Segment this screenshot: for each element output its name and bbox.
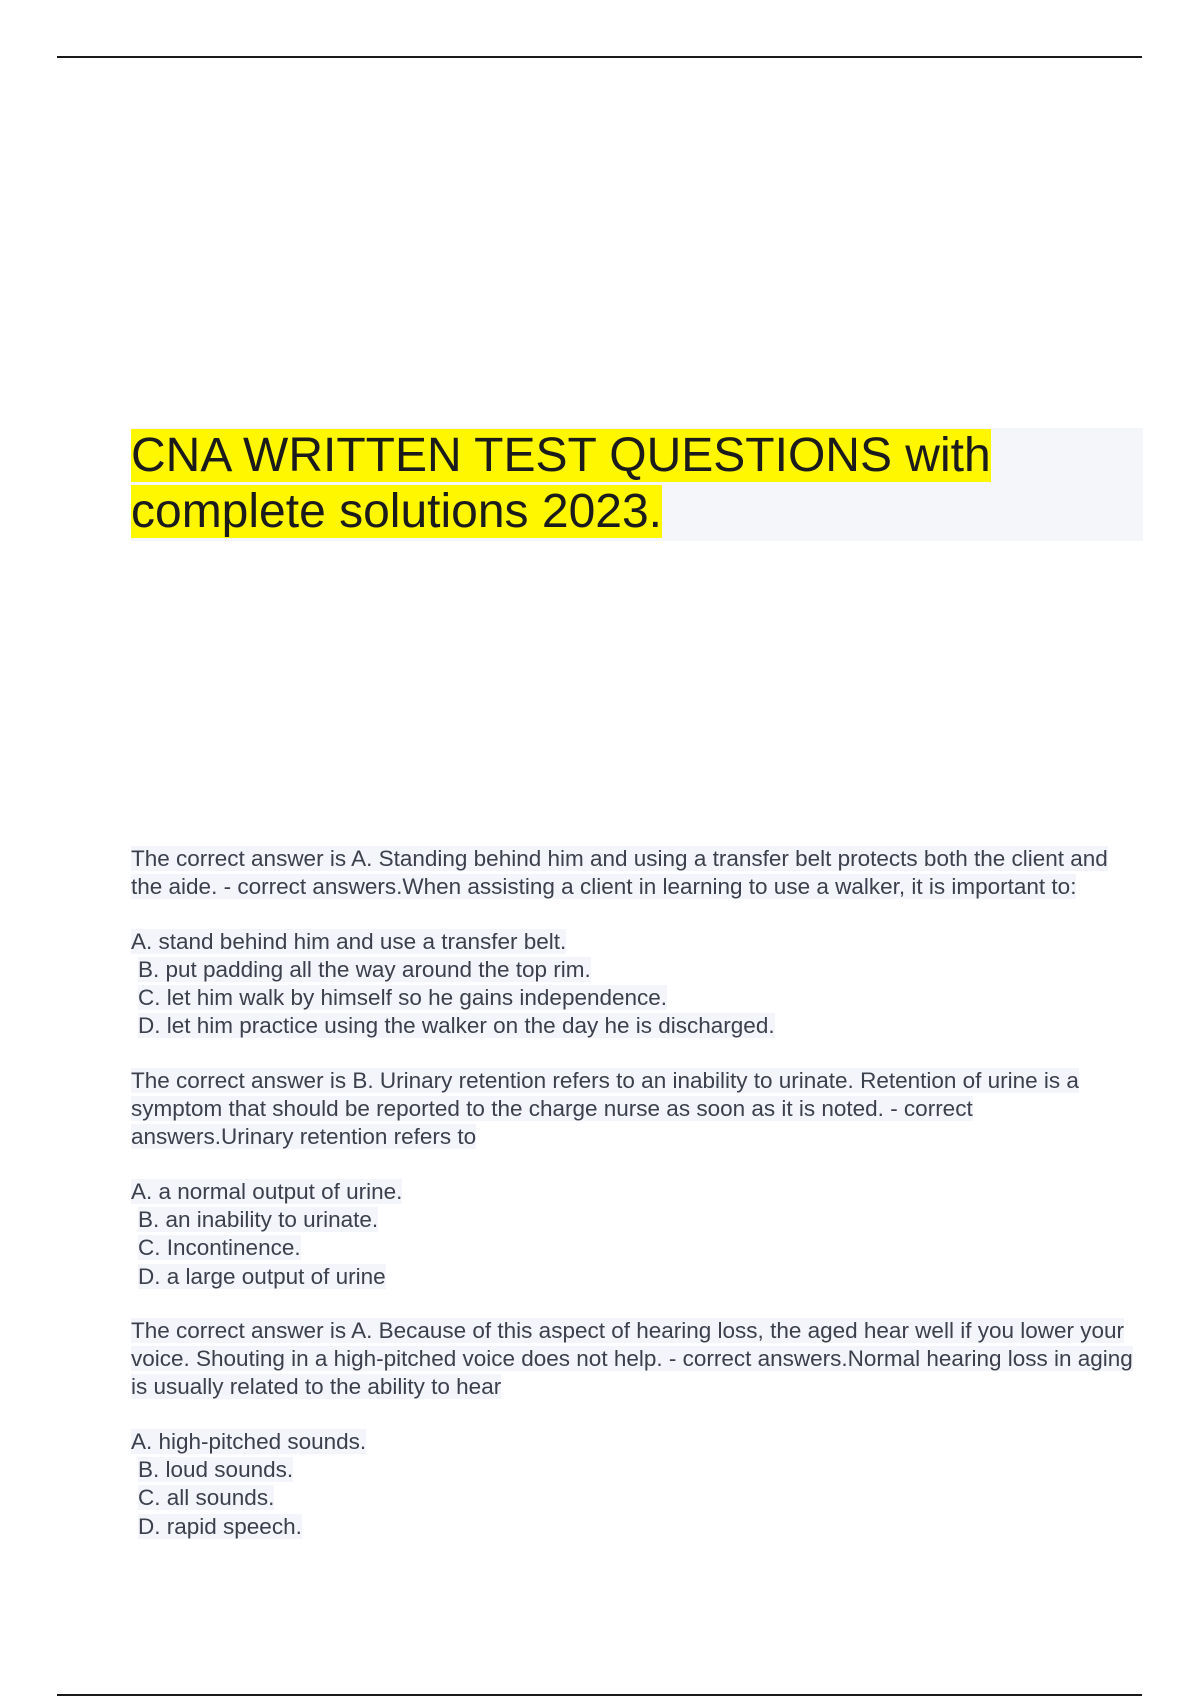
option-c: C. all sounds.	[138, 1485, 275, 1511]
answer-paragraph	[131, 845, 1141, 902]
title-line-1: CNA WRITTEN TEST QUESTIONS with	[131, 429, 991, 482]
option-c: C. let him walk by himself so he gains independence.	[138, 985, 668, 1011]
footer-rule	[57, 1694, 1142, 1696]
answer-text: The correct answer is A. Because of this aspect of hearing loss, the aged hear well if you lower your voice. Shouting in a high-pitched voice does not help. - correct answers.Normal hearing loss in aging is usually related to the ability to hear	[131, 1317, 1133, 1400]
option-a: A. high-pitched sounds.	[131, 1428, 367, 1454]
answer-paragraph	[131, 1067, 1141, 1152]
answer-paragraph	[131, 1317, 1141, 1402]
option-list	[131, 1428, 1143, 1541]
question-block-3	[131, 1317, 1143, 1541]
title-line-2: complete solutions 2023.	[131, 485, 662, 538]
option-list	[131, 1178, 1143, 1291]
option-a: A. a normal output of urine.	[131, 1178, 403, 1204]
option-d: D. rapid speech.	[138, 1513, 302, 1539]
option-list	[131, 928, 1143, 1041]
option-d: D. let him practice using the walker on the day he is discharged.	[138, 1013, 775, 1039]
option-b: B. loud sounds.	[138, 1457, 294, 1483]
document-body	[131, 845, 1143, 1567]
option-b: B. an inability to urinate.	[138, 1206, 379, 1232]
question-block-2	[131, 1067, 1143, 1291]
answer-text: The correct answer is A. Standing behind him and using a transfer belt protects both the client and the aide. - correct answers.When assisting a client in learning to use a walker, it is important to:	[131, 846, 1108, 900]
document-title	[131, 428, 1011, 540]
option-d: D. a large output of urine	[138, 1263, 386, 1289]
answer-text: The correct answer is B. Urinary retention refers to an inability to urinate. Retention of urine is a symptom that should be reported to the charge nurse as soon as it is noted. - correct answers.Urinary retention refers to	[131, 1067, 1079, 1150]
option-a: A. stand behind him and use a transfer belt.	[131, 928, 567, 954]
option-c: C. Incontinence.	[138, 1235, 301, 1261]
option-b: B. put padding all the way around the top rim.	[138, 956, 591, 982]
header-rule	[57, 56, 1142, 58]
title-block	[131, 428, 1143, 541]
question-block-1	[131, 845, 1143, 1041]
